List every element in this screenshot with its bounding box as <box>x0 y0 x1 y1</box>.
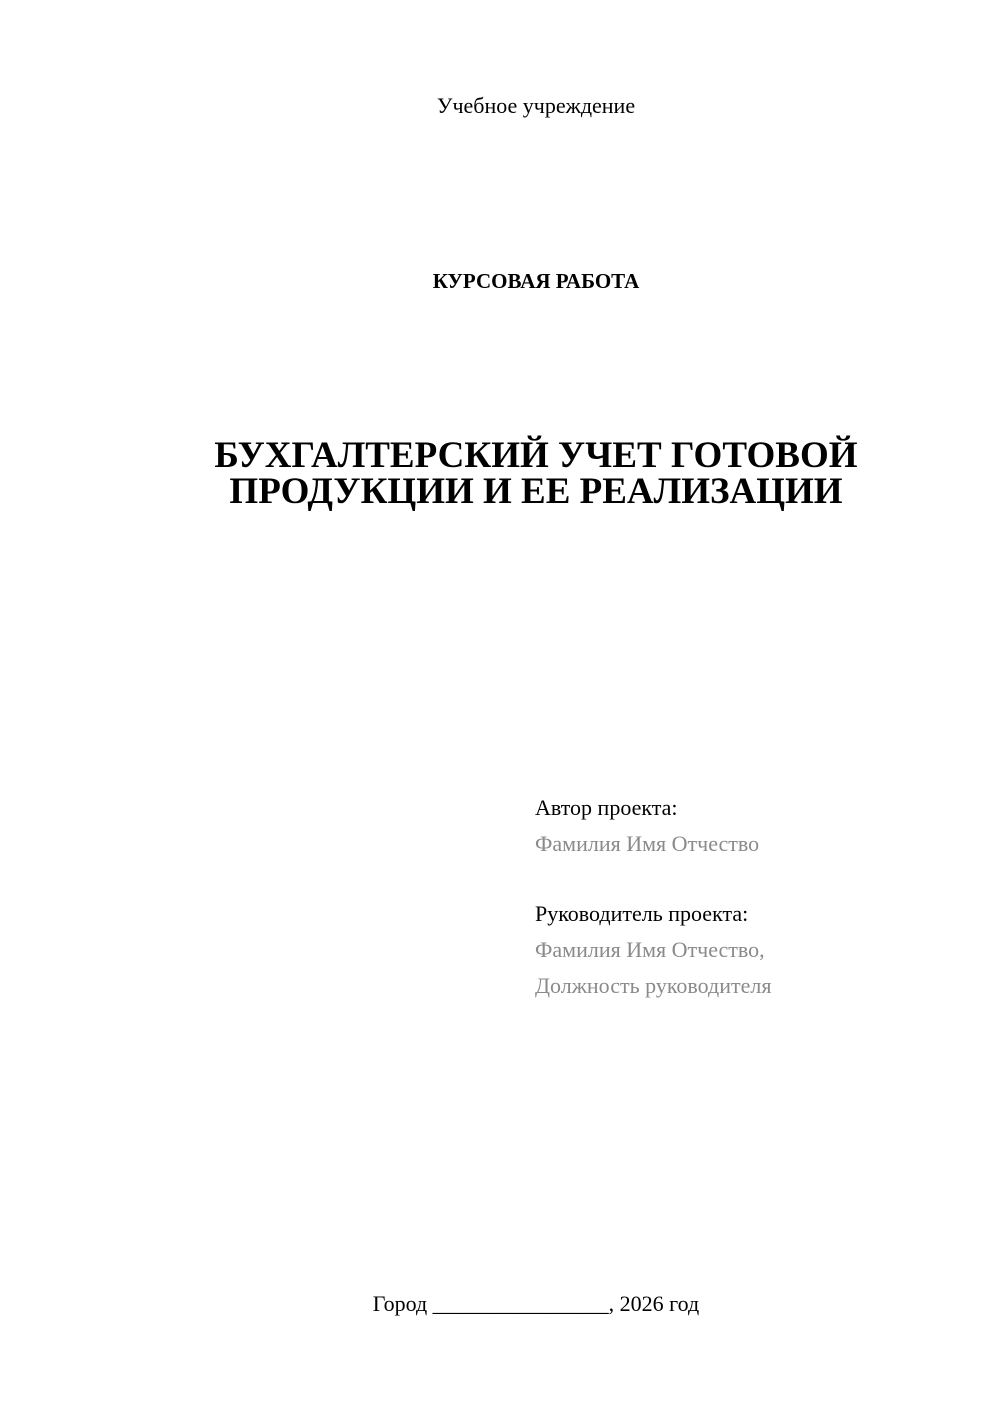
title-line-1: БУХГАЛТЕРСКИЙ УЧЕТ ГОТОВОЙ <box>214 435 858 476</box>
institution-name: Учебное учреждение <box>436 93 636 118</box>
city-year-footer: Город ________________, 2026 год <box>372 1291 700 1316</box>
supervisor-label: Руководитель проекта: <box>535 901 749 926</box>
author-block <box>535 790 975 1004</box>
supervisor-position: Должность руководителя <box>535 973 772 998</box>
document-title <box>0 435 1000 512</box>
author-name: Фамилия Имя Отчество <box>535 831 760 856</box>
title-line-2: ПРОДУКЦИИ И ЕЕ РЕАЛИЗАЦИИ <box>229 471 843 512</box>
work-type-heading: КУРСОВАЯ РАБОТА <box>432 269 640 293</box>
author-label: Автор проекта: <box>535 795 678 820</box>
spacer <box>535 862 975 896</box>
supervisor-name: Фамилия Имя Отчество, <box>535 937 765 962</box>
